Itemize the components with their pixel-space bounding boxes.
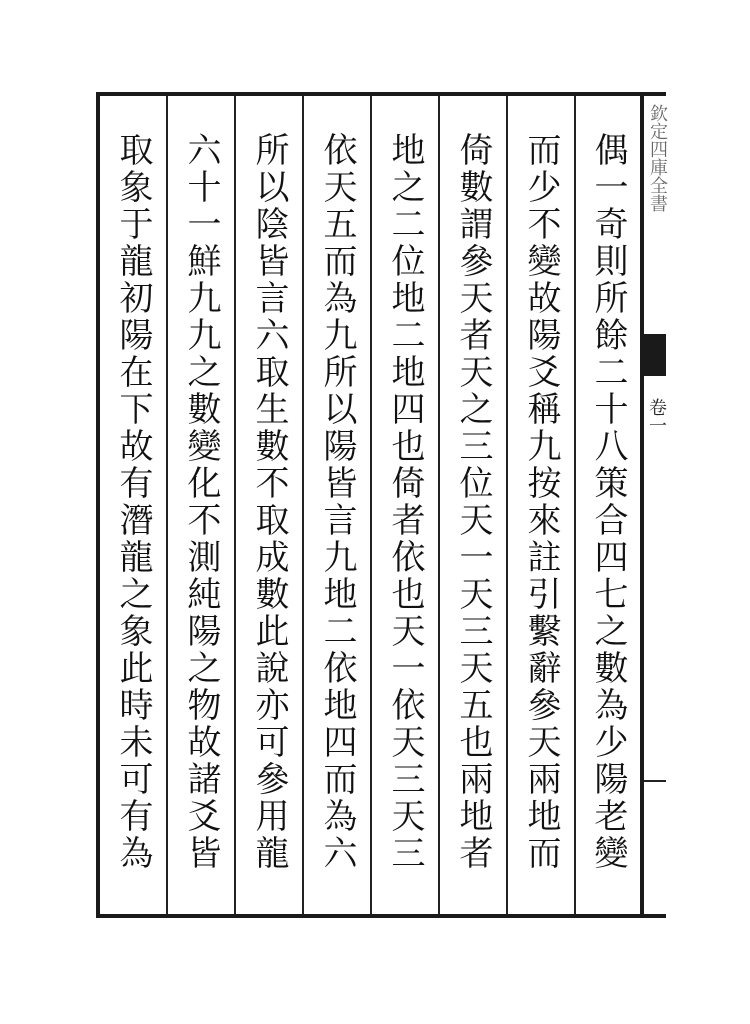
column-text: 取象于龍初陽在下故有潛龍之象此時未可有為 [113,132,153,872]
column-text: 所以陰皆言六取生數不取成數此說亦可參用龍 [249,132,289,872]
margin-volume-label: 卷一 [646,398,667,434]
text-column-6 [236,96,304,914]
column-text: 而少不變故陽爻稱九按來註引繫辭參天兩地而 [521,132,561,872]
text-column-7 [168,96,236,914]
text-column-5 [304,96,372,914]
margin-divider [644,780,666,782]
text-column-4 [372,96,440,914]
text-column-8 [100,96,168,914]
page-frame [96,92,644,918]
text-column-3 [440,96,508,914]
text-column-2 [508,96,576,914]
column-text: 地之二位地二地四也倚者依也天一依天三天三 [385,132,425,872]
column-text: 倚數謂參天者天之三位天一天三天五也兩地者 [453,132,493,872]
margin-book-title: 欽定四庫全書 [647,104,668,212]
column-text: 六十一鮮九九之數變化不測純陽之物故諸爻皆 [181,132,221,872]
fishtail-mark [644,334,666,376]
text-column-1 [576,96,640,914]
column-text: 依天五而為九所以陽皆言九地二依地四而為六 [317,132,357,872]
column-text: 偶一奇則所餘二十八策合四七之數為少陽老變 [588,132,628,872]
page-margin-strip [644,92,666,918]
